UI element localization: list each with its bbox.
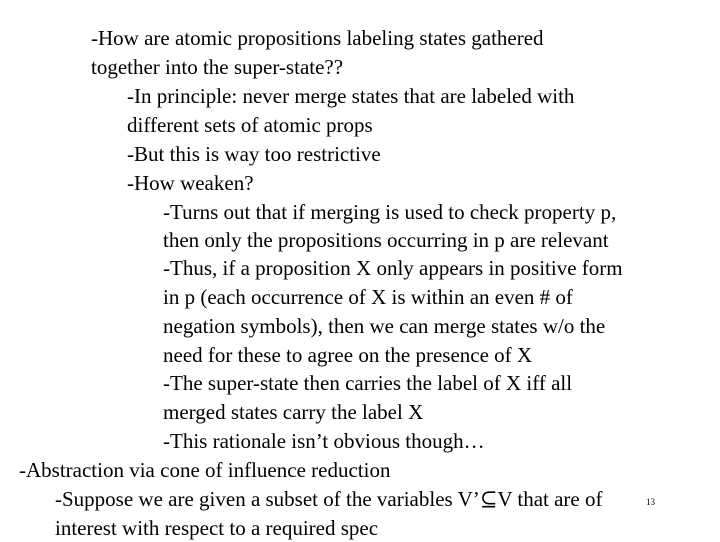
text-line-12: need for these to agree on the presence of X xyxy=(163,343,533,367)
text-line-11: negation symbols), then we can merge states w/o the xyxy=(163,314,606,338)
text-line-10: in p (each occurrence of X is within an even # of xyxy=(163,285,573,309)
text-line-5: -But this is way too restrictive xyxy=(127,142,381,166)
text-line-3: -In principle: never merge states that are labeled with xyxy=(127,84,575,108)
text-line-2: together into the super-state?? xyxy=(91,55,344,79)
text-line-7: -Turns out that if merging is used to check property p, xyxy=(163,200,617,224)
text-line-1: -How are atomic propositions labeling states gathered xyxy=(91,26,544,50)
text-line-13: -The super-state then carries the label of X iff all xyxy=(163,371,573,395)
text-line-15: -This rationale isn’t obvious though… xyxy=(163,429,485,453)
text-line-17: -Suppose we are given a subset of the variables V’⊆V that are of xyxy=(55,487,603,511)
text-line-14: merged states carry the label X xyxy=(163,400,424,424)
text-line-4: different sets of atomic props xyxy=(127,113,373,137)
text-line-9: -Thus, if a proposition X only appears in positive form xyxy=(163,256,623,280)
text-line-6: -How weaken? xyxy=(127,171,254,195)
text-line-18: interest with respect to a required spec xyxy=(55,516,379,540)
text-line-8: then only the propositions occurring in p are relevant xyxy=(163,228,609,252)
text-line-16: -Abstraction via cone of influence reduction xyxy=(19,458,391,482)
page-number: 13 xyxy=(646,497,655,507)
